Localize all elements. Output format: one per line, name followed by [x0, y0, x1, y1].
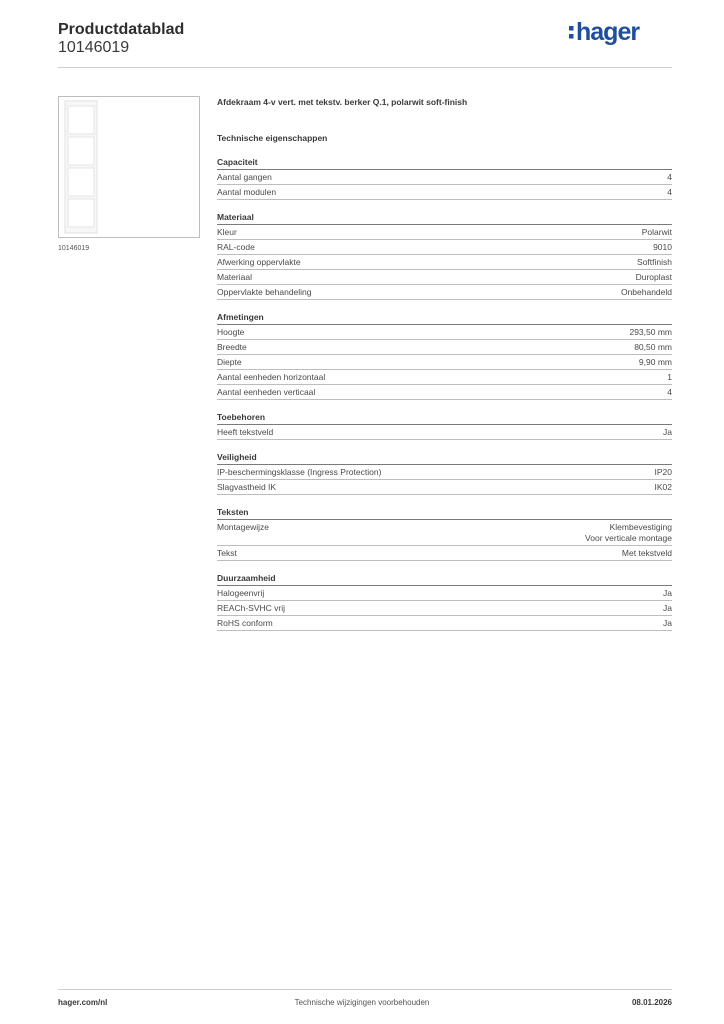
spec-value-line: 9,90 mm — [638, 356, 672, 367]
spec-row — [217, 255, 672, 270]
group-title: Afmetingen — [217, 311, 672, 325]
spec-row — [217, 240, 672, 255]
spec-value-line: 4 — [667, 171, 672, 182]
spec-value-line: 80,50 mm — [634, 341, 672, 352]
spec-value — [655, 482, 673, 493]
spec-row — [217, 546, 672, 561]
spec-label: RoHS conform — [217, 617, 273, 628]
spec-row — [217, 340, 672, 355]
spec-value — [663, 427, 672, 438]
group-title: Teksten — [217, 506, 672, 520]
spec-row — [217, 465, 672, 480]
spec-label: REACh-SVHC vrij — [217, 602, 286, 613]
spec-label: Aantal eenheden verticaal — [217, 386, 316, 397]
footer-disclaimer: Technische wijzigingen voorbehouden — [294, 998, 430, 1007]
spec-row — [217, 385, 672, 400]
spec-label: Afwerking oppervlakte — [217, 256, 301, 267]
spec-row — [217, 370, 672, 385]
spec-value — [667, 172, 672, 183]
hager-logo — [568, 17, 658, 47]
spec-value — [667, 387, 672, 398]
spec-value-line: Voor verticale montage — [585, 532, 672, 543]
spec-label: Aantal modulen — [217, 186, 277, 197]
spec-label: Halogeenvrij — [217, 587, 265, 598]
spec-row — [217, 601, 672, 616]
spec-value — [639, 357, 672, 368]
spec-value-line: Ja — [663, 602, 672, 613]
spec-label: Heeft tekstveld — [217, 426, 274, 437]
spec-group — [217, 411, 672, 440]
section-title: Technische eigenschappen — [217, 133, 328, 143]
spec-value-line: 4 — [667, 186, 672, 197]
spec-label: Aantal eenheden horizontaal — [217, 371, 326, 382]
spec-row — [217, 480, 672, 495]
spec-row — [217, 285, 672, 300]
spec-groups — [217, 156, 672, 631]
group-title: Veiligheid — [217, 451, 672, 465]
spec-row — [217, 425, 672, 440]
spec-value — [629, 327, 672, 338]
frame-drawing — [59, 97, 199, 237]
product-image — [58, 96, 200, 238]
spec-row — [217, 325, 672, 340]
spec-value-line: 9010 — [653, 241, 672, 252]
spec-row — [217, 355, 672, 370]
spec-value — [667, 187, 672, 198]
spec-label: Materiaal — [217, 271, 252, 282]
spec-content — [217, 95, 672, 631]
spec-value-line: Duroplast — [635, 271, 672, 282]
footer-date: 08.01.2026 — [631, 998, 672, 1007]
spec-group — [217, 211, 672, 300]
spec-value — [663, 603, 672, 614]
group-title: Duurzaamheid — [217, 572, 672, 586]
group-title: Toebehoren — [217, 411, 672, 425]
group-title: Capaciteit — [217, 156, 672, 170]
spec-row — [217, 586, 672, 601]
spec-label: RAL-code — [217, 241, 255, 252]
logo-text: hager — [576, 18, 640, 46]
spec-label: Aantal gangen — [217, 171, 272, 182]
footer-website-link[interactable]: hager.com/nl — [58, 998, 108, 1007]
header-divider — [58, 67, 672, 68]
spec-row — [217, 185, 672, 200]
spec-value — [621, 287, 672, 298]
spec-row — [217, 225, 672, 240]
spec-group — [217, 311, 672, 400]
spec-label: Tekst — [217, 547, 237, 558]
spec-value-line: 1 — [667, 371, 672, 382]
spec-value — [642, 227, 672, 238]
spec-row — [217, 616, 672, 631]
spec-label: IP-beschermingsklasse (Ingress Protection) — [217, 466, 382, 477]
spec-value — [636, 272, 672, 283]
spec-label: Hoogte — [217, 326, 245, 337]
spec-label: Diepte — [217, 356, 242, 367]
spec-value — [637, 257, 672, 268]
spec-value-line: Met tekstveld — [621, 547, 672, 558]
document-title: Productdatablad — [58, 21, 185, 38]
spec-row — [217, 270, 672, 285]
spec-group — [217, 572, 672, 631]
product-name: Afdekraam 4-v vert. met tekstv. berker Q.1, polarwit soft-finish — [217, 97, 468, 107]
spec-value-line: Softfinish — [637, 256, 672, 267]
spec-label: Breedte — [217, 341, 247, 352]
spec-value-line: Klembevestiging — [609, 521, 672, 532]
spec-label: Kleur — [217, 226, 237, 237]
spec-value — [663, 588, 672, 599]
spec-value-line: IP20 — [654, 466, 672, 477]
spec-row — [217, 170, 672, 185]
spec-group — [217, 506, 672, 561]
spec-group — [217, 451, 672, 495]
group-title: Materiaal — [217, 211, 672, 225]
spec-value — [653, 242, 672, 253]
spec-value — [585, 522, 672, 544]
spec-label: Slagvastheid IK — [217, 481, 277, 492]
image-caption: 10146019 — [58, 245, 90, 252]
spec-value-line: Polarwit — [641, 226, 672, 237]
spec-value — [634, 342, 672, 353]
spec-value-line: Ja — [663, 617, 672, 628]
product-number: 10146019 — [58, 39, 130, 56]
spec-value — [667, 372, 672, 383]
spec-value-line: Onbehandeld — [620, 286, 672, 297]
spec-group — [217, 156, 672, 200]
spec-row — [217, 520, 672, 546]
spec-label: Montagewijze — [217, 521, 269, 532]
spec-value — [655, 467, 673, 478]
spec-value-line: Ja — [663, 587, 672, 598]
footer-divider — [58, 989, 672, 990]
spec-label: Oppervlakte behandeling — [217, 286, 312, 297]
spec-value-line: Ja — [663, 426, 672, 437]
spec-value-line: 293,50 mm — [629, 326, 672, 337]
spec-value-line: 4 — [667, 386, 672, 397]
spec-value-line: IK02 — [654, 481, 672, 492]
spec-value — [663, 618, 672, 629]
spec-value — [622, 548, 672, 559]
